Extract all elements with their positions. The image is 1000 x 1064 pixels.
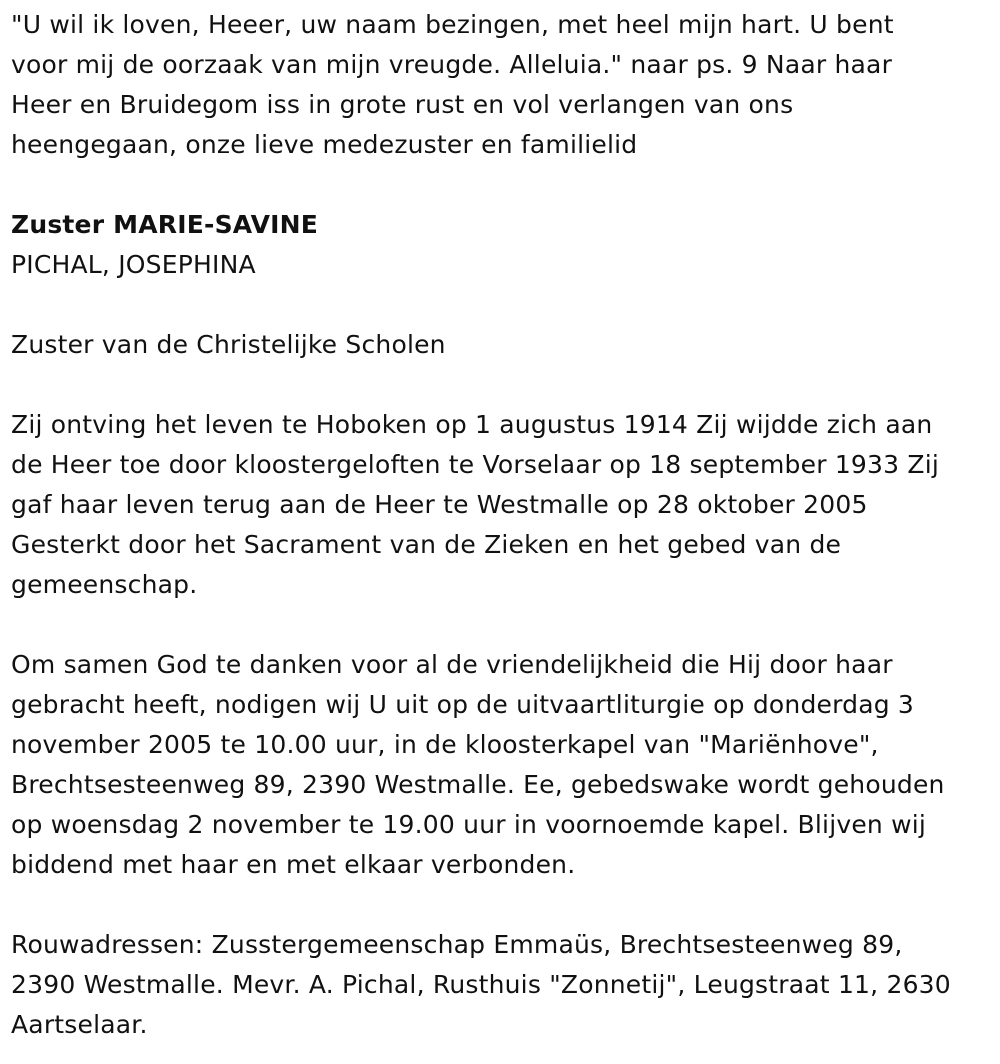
intro-line: voor mij de oorzaak van mijn vreugde. Alleluia." naar ps. 9 Naar haar: [11, 50, 893, 79]
spacer: [11, 165, 997, 205]
invitation-line: op woensdag 2 november te 19.00 uur in voornoemde kapel. Blijven wij: [11, 810, 927, 839]
spacer: [11, 285, 997, 325]
deceased-heading: [11, 205, 997, 285]
intro-line: heengegaan, onze lieve medezuster en familielid: [11, 130, 638, 159]
address-line: 2390 Westmalle. Mevr. A. Pichal, Rusthuis "Zonnetij", Leugstraat 11, 2630: [11, 970, 951, 999]
religious-name: Zuster MARIE-SAVINE: [11, 210, 319, 239]
intro-paragraph: [11, 5, 997, 165]
life-line: Zij ontving het leven te Hoboken op 1 augustus 1914 Zij wijdde zich aan: [11, 410, 933, 439]
invitation-line: biddend met haar en met elkaar verbonden.: [11, 850, 576, 879]
civil-name: PICHAL, JOSEPHINA: [11, 250, 256, 279]
invitation-paragraph: [11, 645, 997, 885]
invitation-line: Om samen God te danken voor al de vriendelijkheid die Hij door haar: [11, 650, 893, 679]
invitation-line: november 2005 te 10.00 uur, in de kloosterkapel van "Mariënhove",: [11, 730, 879, 759]
spacer: [11, 365, 997, 405]
life-paragraph: [11, 405, 997, 605]
invitation-line: gebracht heeft, nodigen wij U uit op de uitvaartliturgie op donderdag 3: [11, 690, 915, 719]
address-line: Rouwadressen: Zusstergemeenschap Emmaüs, Brechtsesteenweg 89,: [11, 930, 903, 959]
intro-line: "U wil ik loven, Heeer, uw naam bezingen, met heel mijn hart. U bent: [11, 10, 894, 39]
obituary-document: [11, 0, 997, 1045]
life-line: de Heer toe door kloostergeloften te Vorselaar op 18 september 1933 Zij: [11, 450, 940, 479]
congregation: Zuster van de Christelijke Scholen: [11, 330, 446, 359]
life-line: gaf haar leven terug aan de Heer te Westmalle op 28 oktober 2005: [11, 490, 868, 519]
spacer: [11, 605, 997, 645]
life-line: Gesterkt door het Sacrament van de Zieken en het gebed van de: [11, 530, 842, 559]
address-line: Aartselaar.: [11, 1010, 148, 1039]
invitation-line: Brechtsesteenweg 89, 2390 Westmalle. Ee, gebedswake wordt gehouden: [11, 770, 945, 799]
spacer: [11, 885, 997, 925]
addresses-paragraph: [11, 925, 997, 1045]
life-line: gemeenschap.: [11, 570, 198, 599]
intro-line: Heer en Bruidegom iss in grote rust en vol verlangen van ons: [11, 90, 794, 119]
